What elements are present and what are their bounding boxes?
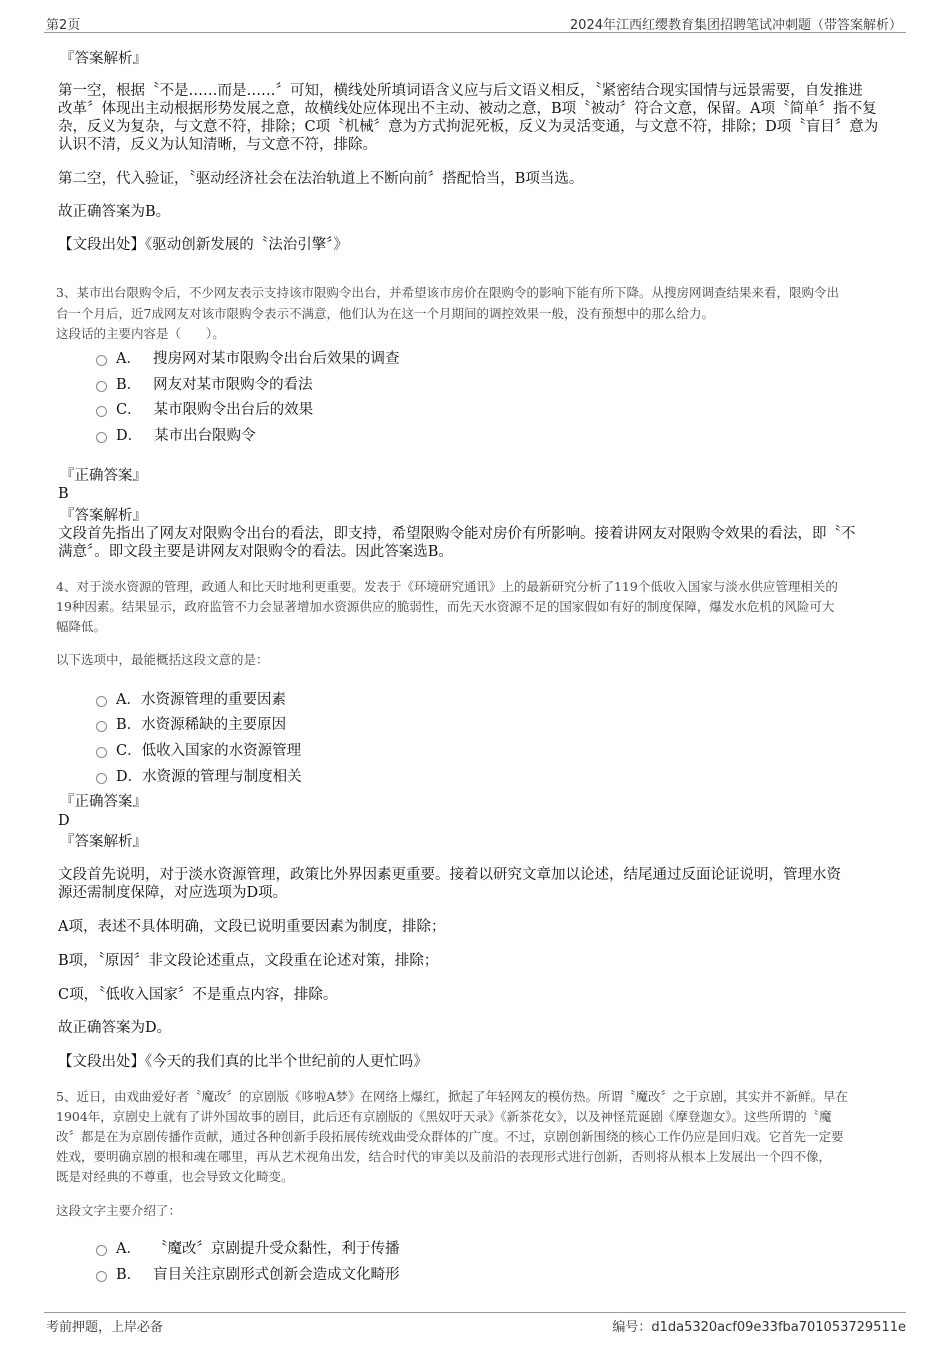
q3-analysis-line: 文段首先指出了网友对限购令出台的看法，即支持，希望限购令能对房价有所影响。接着讲网友对限购令效果的看法，即〝不	[58, 526, 856, 542]
q5-stem-line: 1904年，京剧史上就有了讲外国故事的剧目，此后还有京剧版的《黑奴吁天录》《新茶花女》，以及神怪荒诞剧《摩登迦女》。这些所谓的〝魔	[56, 1109, 832, 1124]
q5-option-a[interactable]: A． 〝魔改〞京剧提升受众黏性，利于传播	[96, 1237, 399, 1258]
q4-analysis-a: A项，表述不具体明确，文段已说明重要因素为制度，排除；	[58, 919, 446, 935]
q4-answer: D	[58, 813, 70, 829]
q4-analysis-c: C项，〝低收入国家〞不是重点内容，排除。	[58, 987, 338, 1003]
page-header	[44, 12, 906, 33]
q4-option-d[interactable]: D．水资源的管理与制度相关	[96, 765, 302, 786]
q4-stem-line: 19种因素。结果显示，政府监管不力会显著增加水资源供应的脆弱性，而先天水资源不足的国家假如有好的制度保障，爆发水危机的风险可大	[56, 599, 835, 614]
q5-stem-line: 改〞都是在为京剧传播作贡献，通过各种创新手段拓展传统戏曲受众群体的广度。不过，京剧创新围绕的核心工作仍应是回归戏。它首先一定要	[56, 1129, 844, 1144]
q5-option-b[interactable]: B． 盲目关注京剧形式创新会造成文化畸形	[96, 1263, 400, 1284]
q4-prompt: 以下选项中，最能概括这段文意的是：	[56, 652, 269, 667]
radio-icon[interactable]	[96, 696, 107, 707]
q3-option-b[interactable]: B． 网友对某市限购令的看法	[96, 373, 313, 394]
radio-icon[interactable]	[96, 381, 107, 392]
page-footer	[44, 1312, 906, 1335]
q4-option-c[interactable]: C．低收入国家的水资源管理	[96, 739, 301, 760]
q4-stem-line: 幅降低。	[56, 619, 107, 634]
q3-answer: B	[58, 486, 69, 502]
q2-analysis-second-blank: 第二空，代入验证，〝驱动经济社会在法治轨道上不断向前〞搭配恰当，B项当选。	[58, 171, 584, 187]
q3-answer-label: 『正确答案』	[60, 468, 147, 484]
q4-analysis-line: 文段首先说明，对于淡水资源管理，政策比外界因素更重要。接着以研究文章加以论述，结尾通过反面论证说明，管理水资	[58, 867, 841, 883]
radio-icon[interactable]	[96, 747, 107, 758]
footer-slogan: 考前押题，上岸必备	[46, 1320, 164, 1335]
radio-icon[interactable]	[96, 432, 107, 443]
radio-icon[interactable]	[96, 773, 107, 784]
q5-stem-line: 姓戏，要明确京剧的根和魂在哪里，再从艺术视角出发，结合时代的审美以及前沿的表现形式进行创新，否则将从根本上发展出一个四不像，	[56, 1149, 832, 1164]
q4-analysis-b: B项，〝原因〞非文段论述重点，文段重在论述对策，排除；	[58, 953, 439, 969]
q2-analysis-line: 认识不清，反义为认知清晰，与文意不符，排除。	[58, 137, 377, 153]
q5-stem-line: 既是对经典的不尊重，也会导致文化畸变。	[56, 1169, 294, 1184]
q4-conclusion: 故正确答案为D。	[58, 1020, 172, 1036]
q2-analysis-line: 改革〞体现出主动根据形势发展之意，故横线处应体现出不主动、被动之意，B项〝被动〞符合文意，保留。A项〝简单〞指不复	[58, 101, 877, 117]
q3-analysis-label: 『答案解析』	[60, 508, 147, 524]
q5-stem-line: 5、近日，由戏曲爱好者〝魔改〞的京剧版《哆啦A梦》在网络上爆红，掀起了年轻网友的模仿热。所谓〝魔改〞之于京剧，其实并不新鲜。早在	[56, 1089, 848, 1104]
q3-option-a[interactable]: A． 搜房网对某市限购令出台后效果的调查	[96, 347, 399, 368]
q2-analysis-line: 杂，反义为复杂，与文意不符，排除；C项〝机械〞意为方式拘泥死板，反义为灵活变通，与文意不符，排除；D项〝盲目〞意为	[58, 119, 879, 135]
radio-icon[interactable]	[96, 355, 107, 366]
radio-icon[interactable]	[96, 1245, 107, 1256]
radio-icon[interactable]	[96, 406, 107, 417]
q3-analysis-line: 满意〞。即文段主要是讲网友对限购令的看法。因此答案选B。	[58, 544, 453, 560]
radio-icon[interactable]	[96, 1271, 107, 1282]
document-id: 编号：d1da5320acf09e33fba701053729511e	[612, 1320, 906, 1335]
q3-stem-line: 3、某市出台限购令后，不少网友表示支持该市限购令出台，并希望该市房价在限购令的影响下能有所下降。从搜房网调查结果来看，限购令出	[56, 285, 839, 300]
q3-option-c[interactable]: C． 某市限购令出台后的效果	[96, 398, 313, 419]
document-title: 2024年江西红缨教育集团招聘笔试冲刺题（带答案解析）	[569, 18, 902, 33]
q4-analysis-line: 源还需制度保障，对应选项为D项。	[58, 885, 288, 901]
q4-option-b[interactable]: B．水资源稀缺的主要原因	[96, 713, 286, 734]
q3-option-d[interactable]: D． 某市出台限购令	[96, 424, 256, 445]
q2-analysis-label: 『答案解析』	[60, 51, 147, 67]
q3-stem-line: 台一个月后，近7成网友对该市限购令表示不满意，他们认为在这一个月期间的调控效果一般，没有预想中的那么给力。	[56, 306, 714, 321]
q4-option-a[interactable]: A．水资源管理的重要因素	[96, 688, 286, 709]
radio-icon[interactable]	[96, 721, 107, 732]
q4-source: 【文段出处】《今天的我们真的比半个世纪前的人更忙吗》	[58, 1054, 428, 1070]
page-number: 第2页	[46, 18, 81, 33]
q2-analysis-line: 第一空，根据〝不是……而是……〞可知，横线处所填词语含义应与后文语义相反，〝紧密结合现实国情与远景需要，自发推进	[58, 83, 863, 99]
q3-stem-line: 这段话的主要内容是（ ）。	[56, 326, 225, 341]
q4-stem-line: 4、对于淡水资源的管理，政通人和比天时地利更重要。发表于《环境研究通讯》上的最新研究分析了119个低收入国家与淡水供应管理相关的	[56, 579, 838, 594]
q4-analysis-label: 『答案解析』	[60, 834, 147, 850]
q2-source: 【文段出处】《驱动创新发展的〝法治引擎〞》	[58, 237, 348, 253]
q2-conclusion: 故正确答案为B。	[58, 204, 171, 220]
q5-prompt: 这段文字主要介绍了：	[56, 1203, 182, 1218]
q4-answer-label: 『正确答案』	[60, 794, 147, 810]
